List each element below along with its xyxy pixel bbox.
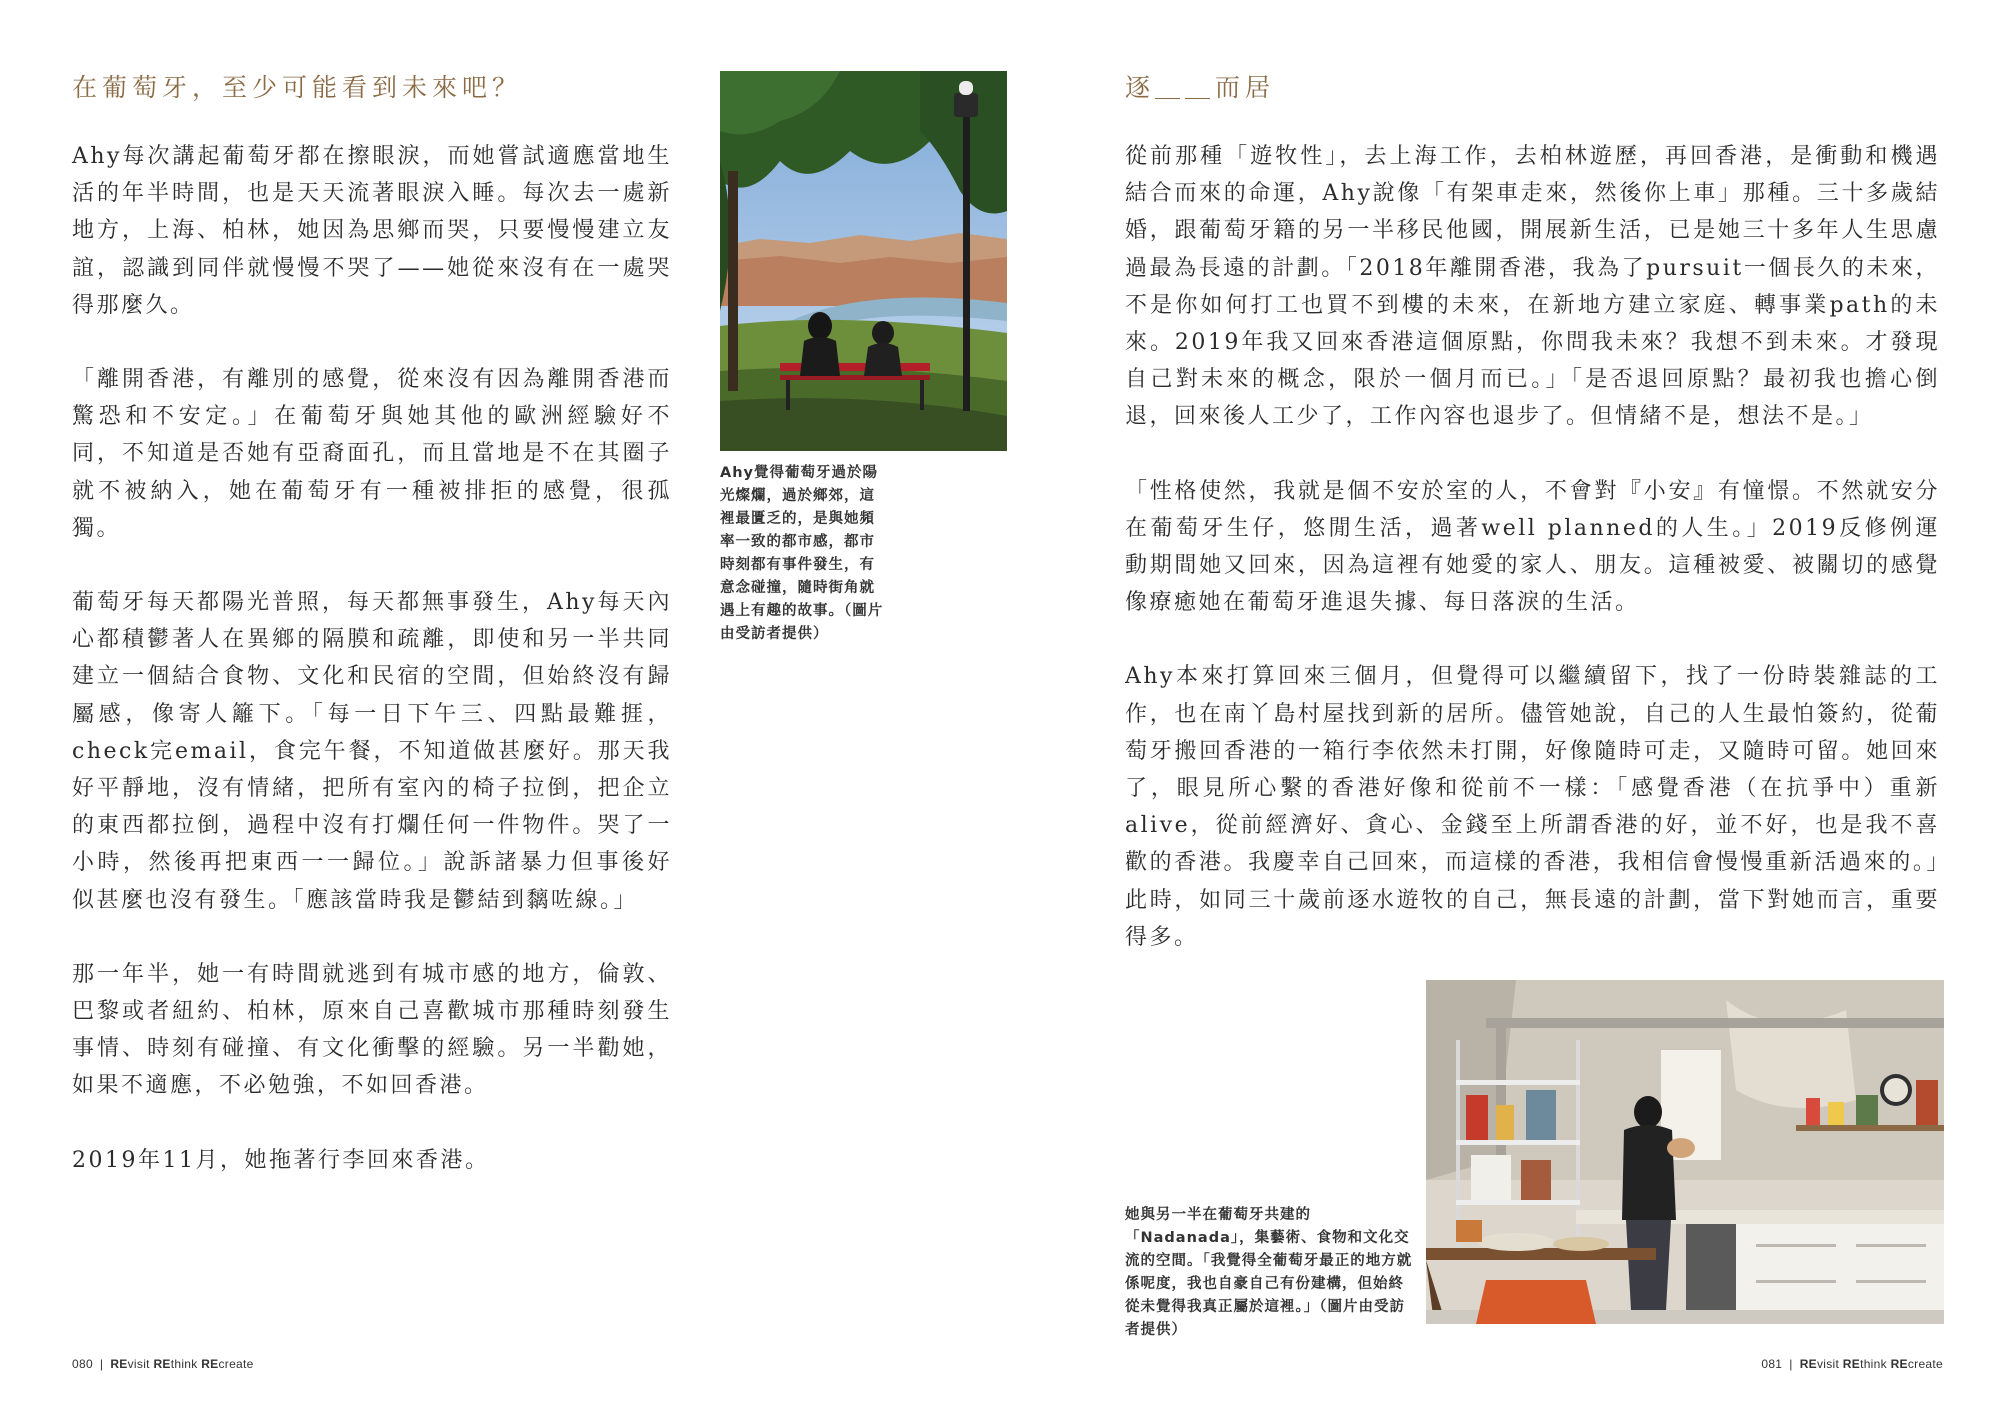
right-paragraph-3: Ahy本來打算回來三個月，但覺得可以繼續留下，找了一份時裝雜誌的工作，也在南丫島村屋找到新的居所。儘管她說，自己的人生最怕簽約，從葡萄牙搬回香港的一箱行李依然未打開，好像隨時可走，又隨時可留。她回來了，眼見所心繫的香港好像和從前不一樣：「感覺香港（在抗爭中）重新alive，從前經濟好、貪心、金錢至上所謂香港的好，並不好，也是我不喜歡的香港。我慶幸自己回來，而這樣的香港，我相信會慢慢重新活過來的。」此時，如同三十歲前逐水遊牧的自己，無長遠的計劃，當下對她而言，重要得多。	[1125, 664, 1940, 950]
right-folio	[1761, 1357, 1943, 1371]
folio-word-think: think	[170, 1357, 202, 1371]
right-page-number: 081	[1761, 1357, 1783, 1371]
left-paragraph-5: 2019年11月，她拖著行李回來香港。	[72, 1147, 490, 1173]
folio-separator: |	[1789, 1357, 1793, 1371]
left-paragraph-2: 「離開香港，有離別的感覺，從來沒有因為離開香港而驚恐和不安定。」在葡萄牙與她其他的歐洲經驗好不同，不知道是否她有亞裔面孔，而且當地是不在其圈子就不被納入，她在葡萄牙有一種被排拒的感覺，很孤獨。	[72, 367, 672, 541]
folio-re-1: RE	[1799, 1357, 1817, 1371]
folio-separator: |	[99, 1357, 104, 1371]
right-heading: 逐＿＿而居	[1125, 73, 1276, 102]
folio-re-1: RE	[110, 1357, 128, 1371]
left-folio	[72, 1357, 254, 1371]
folio-word-create: create	[218, 1357, 254, 1371]
folio-re-3: RE	[1890, 1357, 1908, 1371]
folio-word-think: think	[1860, 1357, 1891, 1371]
left-heading: 在葡萄牙，至少可能看到未來吧？	[72, 73, 523, 102]
folio-word-visit: visit	[127, 1357, 154, 1371]
right-article-column	[1125, 138, 1940, 956]
folio-word-create: create	[1907, 1357, 1943, 1371]
folio-re-3: RE	[201, 1357, 219, 1371]
kitchen-photo-caption: 她與另一半在葡萄牙共建的「Nadanada」，集藝術、食物和文化交流的空間。「我覺得全葡萄牙最正的地方就係呢度，我也自豪自己有份建構，但始終從未覺得我真正屬於這裡。」（圖片由受訪者提供）	[1125, 1207, 1413, 1338]
left-paragraph-4: 那一年半，她一有時間就逃到有城市感的地方，倫敦、巴黎或者紐約、柏林，原來自己喜歡城市那種時刻發生事情、時刻有碰撞、有文化衝擊的經驗。另一半勸她，如果不適應，不必勉強，不如回香港。	[72, 961, 672, 1099]
right-paragraph-1: 從前那種「遊牧性」，去上海工作，去柏林遊歷，再回香港，是衝動和機遇結合而來的命運，Ahy說像「有架車走來，然後你上車」那種。三十多歲結婚，跟葡萄牙籍的另一半移民他國，開展新生活，已是她三十多年人生思慮過最為長遠的計劃。「2018年離開香港，我為了pursuit一個長久的未來，不是你如何打工也買不到樓的未來，在新地方建立家庭、轉事業path的未來。2019年我又回來香港這個原點，你問我未來？我想不到未來。才發現自己對未來的概念，限於一個月而已。」「是否退回原點？最初我也擔心倒退，回來後人工少了，工作內容也退步了。但情緒不是，想法不是。」	[1125, 144, 1940, 430]
left-page-number: 080	[72, 1357, 93, 1371]
left-paragraph-1: Ahy每次講起葡萄牙都在擦眼淚，而她嘗試適應當地生活的年半時間，也是天天流著眼淚入睡。每次去一處新地方，上海、柏林，她因為思鄉而哭，只要慢慢建立友誼，認識到同伴就慢慢不哭了——她從來沒有在一處哭得那麼久。	[72, 144, 672, 318]
kitchen-photo	[1426, 980, 1944, 1324]
left-article-column	[72, 138, 672, 1179]
porto-park-photo	[720, 71, 1007, 451]
porto-park-photo-caption: Ahy覺得葡萄牙過於陽光燦爛，過於鄉郊，這裡最匱乏的，是與她頻率一致的都市感，都市時刻都有事件發生，有意念碰撞，隨時街角就遇上有趣的故事。（圖片由受訪者提供）	[720, 465, 884, 642]
folio-re-2: RE	[153, 1357, 171, 1371]
folio-re-2: RE	[1842, 1357, 1861, 1371]
left-paragraph-3: 葡萄牙每天都陽光普照，每天都無事發生，Ahy每天內心都積鬱著人在異鄉的隔膜和疏離，即使和另一半共同建立一個結合食物、文化和民宿的空間，但始終沒有歸屬感，像寄人籬下。「每一日下午三、四點最難捱，check完email，食完午餐，不知道做甚麼好。那天我好平靜地，沒有情緒，把所有室內的椅子拉倒，把企立的東西都拉倒，過程中沒有打爛任何一件物件。哭了一小時，然後再把東西一一歸位。」說訴諸暴力但事後好似甚麼也沒有發生。「應該當時我是鬱結到黐咗線。」	[72, 590, 672, 913]
right-paragraph-2: 「性格使然，我就是個不安於室的人，不會對『小安』有憧憬。不然就安分在葡萄牙生仔，悠閒生活，過著well planned的人生。」2019反修例運動期間她又回來，因為這裡有她愛的家人、朋友。這種被愛、被關切的感覺像療癒她在葡萄牙進退失據、每日落淚的生活。	[1125, 478, 1940, 616]
folio-word-visit: visit	[1816, 1357, 1843, 1371]
